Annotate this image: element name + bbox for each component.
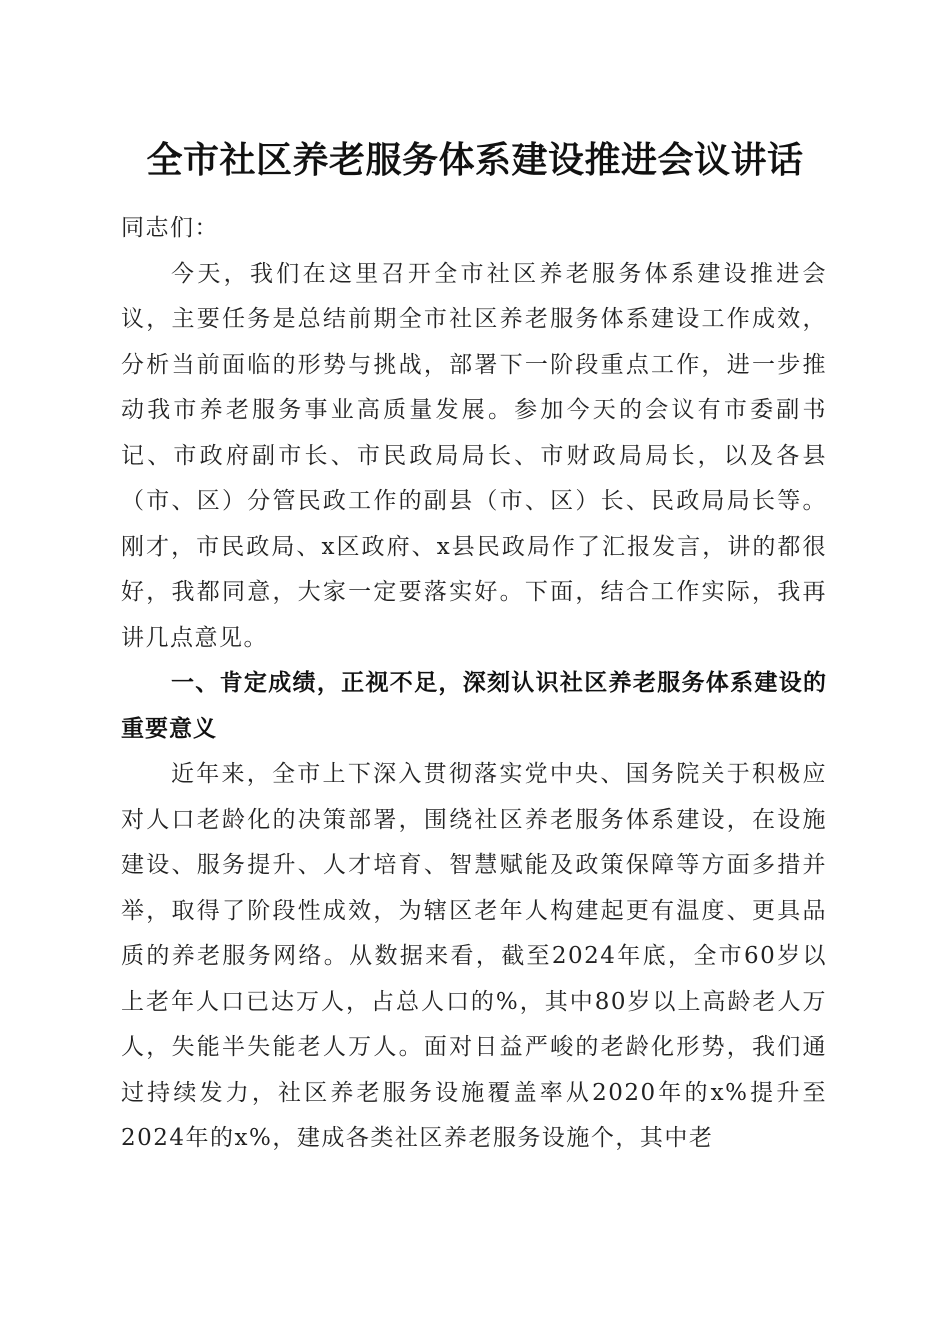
paragraph-intro: 今天，我们在这里召开全市社区养老服务体系建设推进会议，主要任务是总结前期全市社区养老服务体系建设工作成效，分析当前面临的形势与挑战，部署下一阶段重点工作，进一步推动我市养老服务事业高质量发展。参加今天的会议有市委副书记、市政府副市长、市民政局局长、市财政局局长，以及各县（市、区）分管民政工作的副县（市、区）长、民政局局长等。刚才，市民政局、x区政府、x县民政局作了汇报发言，讲的都很好，我都同意，大家一定要落实好。下面，结合工作实际，我再讲几点意见。 xyxy=(121,260,827,651)
salutation: 同志们： xyxy=(121,215,219,241)
document-body xyxy=(121,206,827,1162)
document-title: 全市社区养老服务体系建设推进会议讲话 xyxy=(146,139,804,181)
paragraph-achievements: 近年来，全市上下深入贯彻落实党中央、国务院关于积极应对人口老龄化的决策部署，围绕社区养老服务体系建设，在设施建设、服务提升、人才培育、智慧赋能及政策保障等方面多措并举，取得了阶段性成效，为辖区老年人构建起更有温度、更具品质的养老服务网络。从数据来看，截至2024年底，全市60岁以上老年人口已达万人，占总人口的%，其中80岁以上高龄老人万人，失能半失能老人万人。面对日益严峻的老龄化形势，我们通过持续发力，社区养老服务设施覆盖率从2020年的x%提升至2024年的x%，建成各类社区养老服务设施个，其中老 xyxy=(121,761,827,1151)
section-heading-1: 一、肯定成绩，正视不足，深刻认识社区养老服务体系建设的重要意义 xyxy=(121,670,827,742)
